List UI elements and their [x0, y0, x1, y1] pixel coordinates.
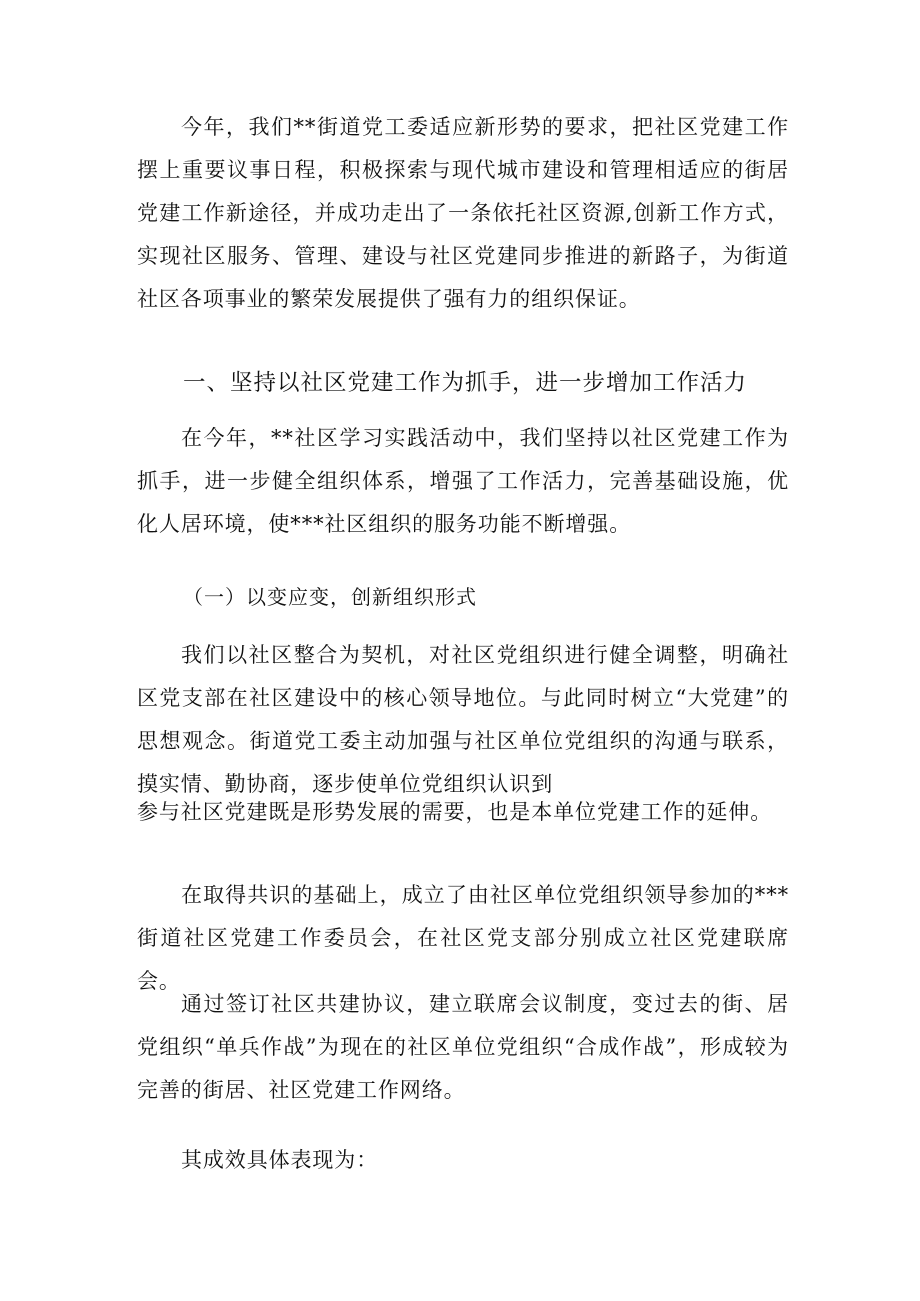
- section-1-paragraph: 在今年，**社区学习实践活动中，我们坚持以社区党建工作为抓手，进一步健全组织体系，增强了工作活力，完善基础设施，优化人居环境，使***社区组织的服务功能不断增强。: [137, 426, 789, 536]
- subsection-heading-1: （一）以变应变，创新组织形式: [183, 585, 477, 609]
- subsection-1-paragraph-b: 参与社区党建既是形势发展的需要，也是本单位党建工作的延伸。: [137, 800, 773, 824]
- subsection-1-paragraph-d: 通过签订社区共建协议，建立联席会议制度，变过去的街、居党组织“单兵作战”为现在的社区单位党组织“合成作战”，形成较为完善的街居、社区党建工作网络。: [137, 992, 789, 1102]
- subsection-1-paragraph-e: 其成效具体表现为：: [181, 1148, 379, 1172]
- subsection-1-paragraph-c: 在取得共识的基础上，成立了由社区单位党组织领导参加的***街道社区党建工作委员会，在社区党支部分别成立社区党建联席会。: [137, 883, 789, 993]
- intro-paragraph: 今年，我们**街道党工委适应新形势的要求，把社区党建工作摆上重要议事日程，积极探索与现代城市建设和管理相适应的街居党建工作新途径，并成功走出了一条依托社区资源,创新工作方式，实现社区服务、管理、建设与社区党建同步推进的新路子，为街道社区各项事业的繁荣发展提供了强有力的组织保证。: [137, 115, 789, 311]
- section-heading-1: 一、坚持以社区党建工作为抓手，进一步增加工作活力: [183, 370, 748, 396]
- subsection-1-paragraph-a: 我们以社区整合为契机，对社区党组织进行健全调整，明确社区党支部在社区建设中的核心领导地位。与此同时树立“大党建”的思想观念。街道党工委主动加强与社区单位党组织的沟通与联系，摸实情、勤协商，逐步使单位党组织认识到: [137, 643, 789, 796]
